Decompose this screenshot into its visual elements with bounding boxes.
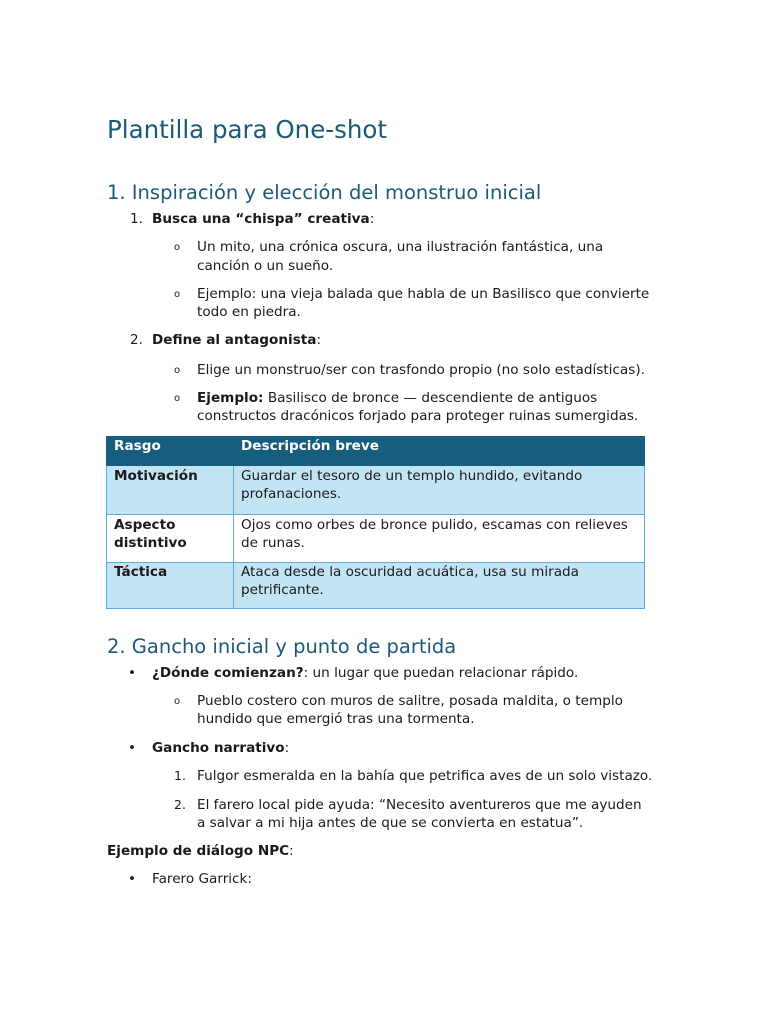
section-1-heading: 1. Inspiración y elección del monstruo inicial bbox=[107, 181, 542, 204]
bullet-marker: • bbox=[128, 665, 137, 681]
table-row bbox=[107, 515, 645, 563]
sub-item-line: constructos dracónicos forjado para proteger ruinas sumergidas. bbox=[197, 408, 639, 424]
dialogue-suffix: : bbox=[289, 843, 294, 859]
sub-item-line: canción o un sueño. bbox=[197, 258, 334, 274]
description-cell: Ataca desde la oscuridad acuática, usa su mirada petrificante. bbox=[234, 563, 645, 609]
sub-item-line: El farero local pide ayuda: “Necesito aventureros que me ayuden bbox=[197, 797, 642, 813]
description-cell: Ojos como orbes de bronce pulido, escamas con relieves de runas. bbox=[234, 515, 645, 563]
sub-marker: o bbox=[174, 289, 181, 300]
item-label: ¿Dónde comienzan? bbox=[152, 665, 304, 681]
list-item bbox=[152, 331, 321, 349]
dialogue-heading bbox=[107, 842, 294, 860]
table-row bbox=[107, 563, 645, 609]
item-label: Busca una “chispa” creativa bbox=[152, 211, 370, 227]
sub-marker: o bbox=[174, 242, 181, 253]
item-text: : un lugar que puedan relacionar rápido. bbox=[303, 665, 579, 681]
table-row bbox=[107, 466, 645, 515]
item-label: Gancho narrativo bbox=[152, 740, 285, 756]
list-number: 2. bbox=[130, 332, 143, 348]
sub-item-line: a salvar a mi hija antes de que se convierta en estatua”. bbox=[197, 815, 584, 831]
item-label: Define al antagonista bbox=[152, 332, 317, 348]
section-2-heading: 2. Gancho inicial y punto de partida bbox=[107, 635, 457, 658]
traits-table bbox=[106, 436, 645, 609]
item-suffix: : bbox=[316, 332, 322, 348]
sub-marker: o bbox=[174, 365, 181, 376]
example-label: Ejemplo: bbox=[197, 390, 264, 406]
sub-item-line: todo en piedra. bbox=[197, 304, 301, 320]
page-title: Plantilla para One-shot bbox=[107, 115, 388, 144]
bullet-item bbox=[152, 664, 578, 682]
item-suffix: : bbox=[369, 211, 375, 227]
list-number: 2. bbox=[174, 797, 186, 812]
example-text: Basilisco de bronce — descendiente de antiguos bbox=[263, 390, 598, 406]
bullet-item bbox=[152, 739, 289, 757]
sub-item-line: Un mito, una crónica oscura, una ilustración fantástica, una bbox=[197, 239, 604, 255]
bullet-marker: • bbox=[128, 871, 137, 887]
description-cell: Guardar el tesoro de un templo hundido, evitando profanaciones. bbox=[234, 466, 645, 515]
list-number: 1. bbox=[174, 768, 186, 783]
trait-cell: Táctica bbox=[107, 563, 234, 609]
table-header-cell: Descripción breve bbox=[234, 437, 645, 466]
trait-cell: Aspecto distintivo bbox=[107, 515, 234, 563]
table-header-row bbox=[107, 437, 645, 466]
sub-item-line: hundido que emergió tras una tormenta. bbox=[197, 711, 475, 727]
list-number: 1. bbox=[130, 211, 143, 227]
bullet-marker: • bbox=[128, 740, 137, 756]
sub-marker: o bbox=[174, 393, 181, 404]
dialogue-speaker: Farero Garrick: bbox=[152, 871, 252, 887]
sub-marker: o bbox=[174, 696, 181, 707]
list-item bbox=[152, 210, 374, 228]
sub-item-line: Pueblo costero con muros de salitre, posada maldita, o templo bbox=[197, 693, 623, 709]
sub-item-line: Ejemplo: una vieja balada que habla de un Basilisco que convierte bbox=[197, 286, 650, 302]
item-suffix: : bbox=[284, 740, 290, 756]
sub-item-line: Elige un monstruo/ser con trasfondo propio (no solo estadísticas). bbox=[197, 362, 645, 378]
sub-item-line bbox=[197, 389, 597, 407]
trait-cell: Motivación bbox=[107, 466, 234, 515]
table-header-cell: Rasgo bbox=[107, 437, 234, 466]
sub-item-line: Fulgor esmeralda en la bahía que petrifica aves de un solo vistazo. bbox=[197, 768, 653, 784]
dialogue-label: Ejemplo de diálogo NPC bbox=[107, 843, 290, 859]
